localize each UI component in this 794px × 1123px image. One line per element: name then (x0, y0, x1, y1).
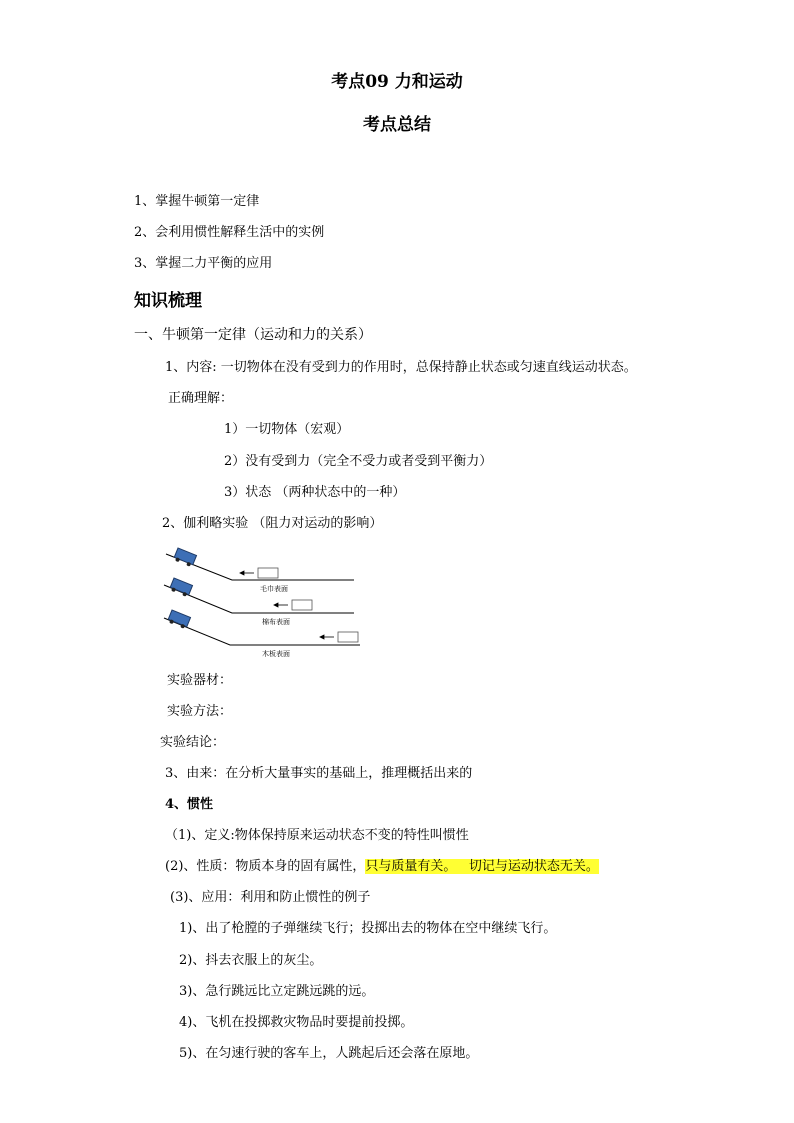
section-heading: 知识梳理 (134, 291, 202, 311)
example-item: 4)、飞机在投掷救灾物品时要提前投掷。 (179, 1015, 414, 1030)
objective-item: 2、会利用惯性解释生活中的实例 (134, 225, 325, 240)
ramp-cotton (164, 585, 354, 613)
understanding-item: 1）一切物体（宏观） (224, 422, 350, 437)
objective-item: 1、掌握牛顿第一定律 (134, 194, 260, 209)
inertia-application: (3)、应用：利用和防止惯性的例子 (170, 890, 371, 905)
example-item: 2)、抖去衣服上的灰尘。 (179, 953, 323, 968)
origin-text: 3、由来：在分析大量事实的基础上，推理概括出来的 (165, 766, 473, 781)
page-title: 考点09 力和运动 (331, 72, 463, 92)
surface-label: 棉布表面 (262, 618, 290, 626)
inertia-heading: 4、惯性 (165, 797, 214, 812)
experiment-conclusion: 实验结论： (160, 735, 226, 750)
part-heading: 一、牛顿第一定律（运动和力的关系） (134, 327, 372, 343)
example-item: 1)、出了枪膛的子弹继续飞行；投掷出去的物体在空中继续飞行。 (179, 921, 557, 936)
experiment-method: 实验方法： (167, 704, 233, 719)
property-prefix: (2)、性质：物质本身的固有属性， (165, 859, 366, 874)
highlight-motion: 切记与运动状态无关。 (468, 859, 599, 874)
understanding-item: 3）状态 （两种状态中的一种） (224, 485, 406, 500)
example-item: 5)、在匀速行驶的客车上，人跳起后还会落在原地。 (179, 1046, 479, 1061)
inertia-property (165, 859, 599, 875)
highlight-mass: 只与质量有关。 (365, 859, 457, 874)
surface-label: 毛巾表面 (260, 585, 288, 593)
galileo-experiment-figure (160, 540, 360, 660)
cart-stopped-icon (258, 568, 278, 578)
inertia-definition: （1)、定义:物体保持原来运动状态不变的特性叫惯性 (165, 828, 469, 843)
highlight-gap (456, 859, 468, 874)
objective-item: 3、掌握二力平衡的应用 (134, 256, 273, 271)
galileo-heading: 2、伽利略实验 （阻力对运动的影响） (162, 516, 383, 531)
cart-stopped-icon (292, 600, 312, 610)
page-subtitle: 考点总结 (363, 115, 431, 135)
understanding-label: 正确理解： (168, 391, 234, 406)
understanding-item: 2）没有受到力（完全不受力或者受到平衡力） (224, 454, 493, 469)
law-content: 1、内容: 一切物体在没有受到力的作用时，总保持静止状态或匀速直线运动状态。 (165, 360, 637, 375)
experiment-equipment: 实验器材： (167, 673, 233, 688)
cart-icon (169, 578, 192, 598)
cart-icon (167, 610, 190, 630)
cart-stopped-icon (338, 632, 358, 642)
surface-label: 木板表面 (262, 650, 290, 658)
example-item: 3)、急行跳远比立定跳远跳的远。 (179, 984, 375, 999)
cart-icon (173, 548, 196, 568)
